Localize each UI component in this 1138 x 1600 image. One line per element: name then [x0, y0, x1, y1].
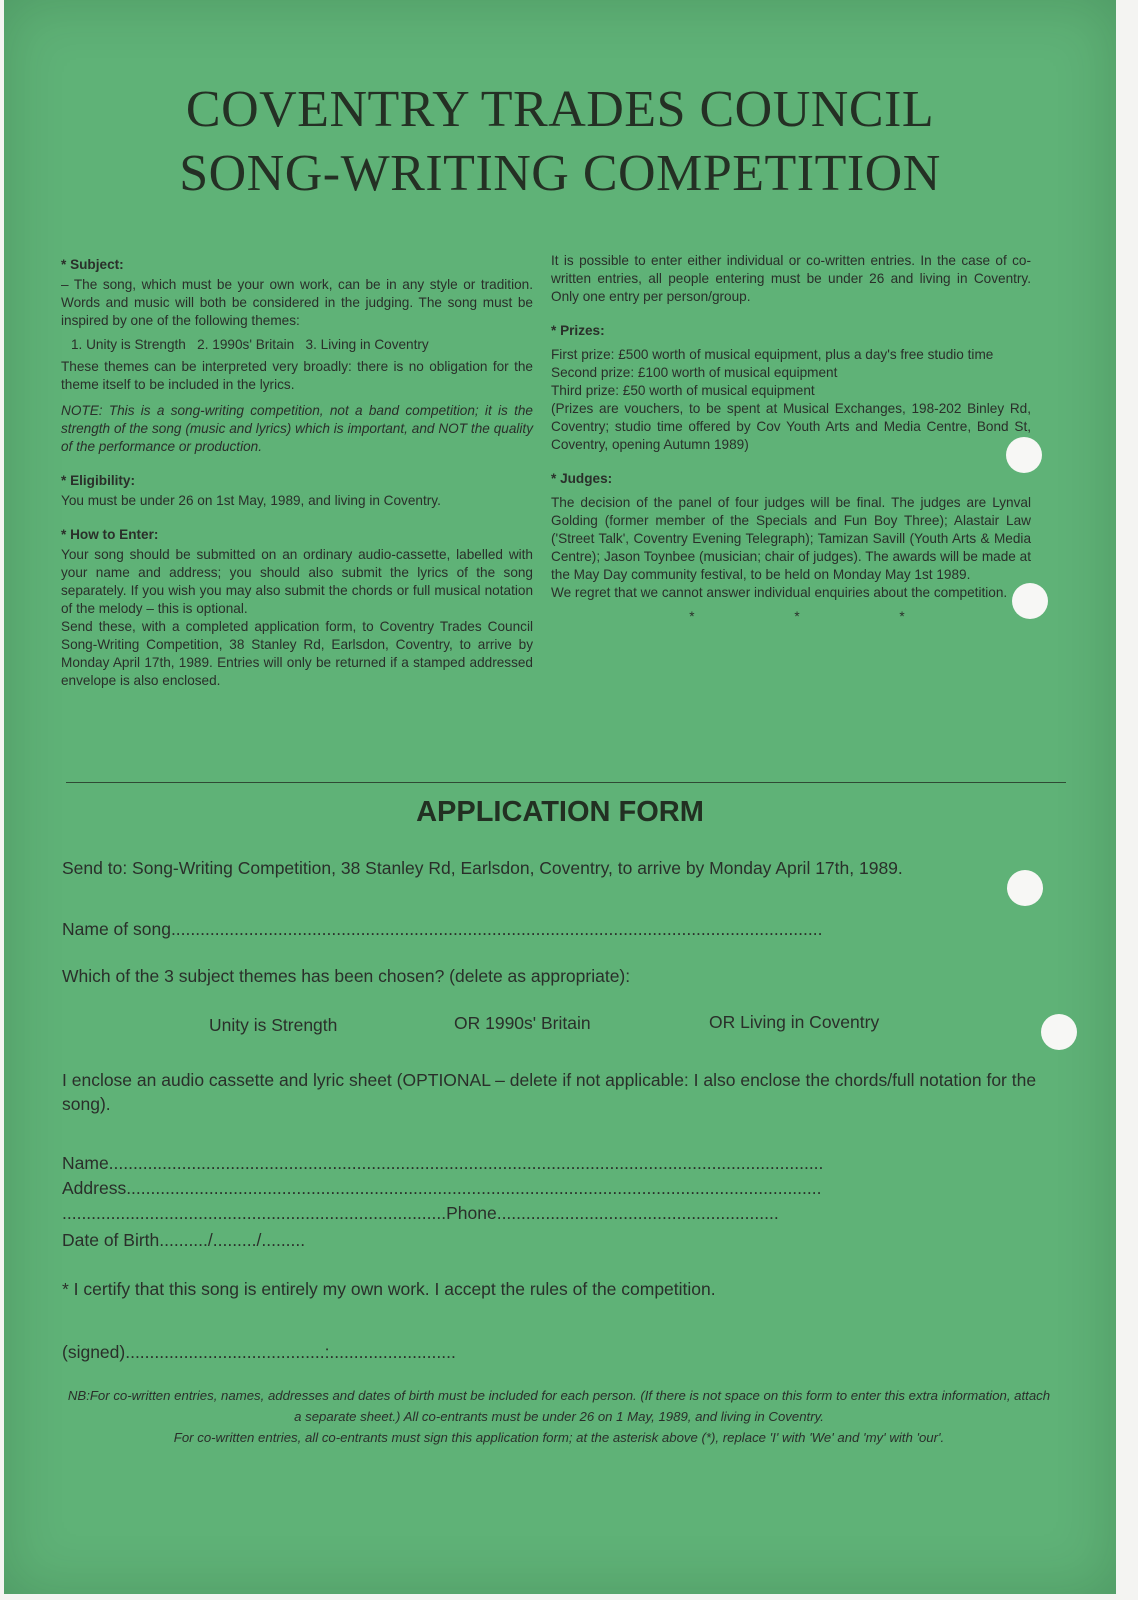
judges-text: The decision of the panel of four judges will be final. The judges are Lynval Golding (former member of the Specials and Fun Boy Three); Alastair Law ('Street Talk', Coventry Evening Telegraph); Tamizan Savill (Youth Arts & Media Centre); Jason Toynbee (musician; chair of judges). The awards will be made at the May Day community festival, to be held on Monday May 1st 1989. [551, 495, 1031, 582]
title-line-2: SONG-WRITING COMPETITION [179, 145, 941, 202]
eligibility-heading: * Eligibility: [61, 473, 136, 488]
how-to-enter-text: Your song should be submitted on an ordinary audio-cassette, labelled with your name and address; you should also submit the lyrics of the song separately. If you wish you may also submit the chords or full musical notation of the melody – this is optional. [61, 547, 533, 616]
flyer-sheet [4, 0, 1116, 1594]
co-written-text: It is possible to enter either individual or co-written entries. In the case of co-written entries, all people entering must be under 26 and living in Coventry. Only one entry per person/group. [551, 253, 1031, 304]
enquiries-text: We regret that we cannot answer individual enquiries about the competition. [551, 585, 1008, 600]
application-form-title: APPLICATION FORM [416, 796, 704, 828]
date-of-birth-field[interactable]: Date of Birth........../........./......... [62, 1230, 306, 1250]
co-written-footnote [64, 1385, 1054, 1448]
prizes-note: (Prizes are vouchers, to be spent at Musical Exchanges, 198-202 Binley Rd, Coventry; studio time offered by Cov Youth Arts and Media Centre, Bond St, Coventry, opening Autumn 1989) [551, 401, 1031, 452]
name-field[interactable]: Name................................................................................................................................................... [62, 1153, 824, 1173]
phone-field[interactable]: ...............................................................................Phone.......................................................... [62, 1203, 779, 1223]
how-to-enter-heading: * How to Enter: [61, 527, 159, 542]
theme-option-britain[interactable]: OR 1990s' Britain [454, 1013, 591, 1033]
competition-note: NOTE: This is a song-writing competition, not a band competition; it is the strength of the song (music and lyrics) which is important, and NOT the quality of the performance or production. [61, 403, 533, 454]
left-column [61, 256, 533, 690]
send-to-line: Send to: Song-Writing Competition, 38 Stanley Rd, Earlsdon, Coventry, to arrive by Monday April 17th, 1989. [62, 858, 903, 878]
address-field[interactable]: Address............................................................................................................................................... [62, 1178, 822, 1198]
themes-list: 1. Unity is Strength 2. 1990s' Britain 3. Living in Coventry [71, 337, 429, 352]
name-of-song-field[interactable]: Name of song...................................................................................................................................... [62, 919, 823, 939]
prizes-heading: * Prizes: [551, 323, 605, 338]
section-divider [66, 782, 1066, 783]
theme-option-unity[interactable]: Unity is Strength [209, 1015, 338, 1035]
eligibility-text: You must be under 26 on 1st May, 1989, and living in Coventry. [61, 493, 441, 508]
first-prize: First prize: £500 worth of musical equipment, plus a day's free studio time [551, 347, 994, 362]
subject-heading: * Subject: [61, 257, 124, 272]
right-column [551, 252, 1031, 626]
themes-interpretation: These themes can be interpreted very broadly: there is no obligation for the theme itself to be included in the lyrics. [61, 359, 533, 392]
footnote-line-1: NB:For co-written entries, names, addresses and dates of birth must be included for each person. (If there is not space on this form to enter this extra information, attach a separate sheet.) All co-entrants must be under 26 on 1 May, 1989, and living in Coventry. [67, 1388, 1051, 1424]
theme-question: Which of the 3 subject themes has been chosen? (delete as appropriate): [62, 966, 631, 986]
enclose-statement: I enclose an audio cassette and lyric sheet (OPTIONAL – delete if not applicable: I also enclose the chords/full notation for the song). [62, 1070, 1037, 1114]
punch-hole [1041, 1014, 1077, 1050]
theme-option-coventry[interactable]: OR Living in Coventry [709, 1012, 880, 1032]
page-title [4, 78, 1116, 206]
section-stars: * * * [689, 609, 953, 624]
certification-statement: * I certify that this song is entirely my own work. I accept the rules of the competition. [62, 1279, 716, 1299]
footnote-line-2: For co-written entries, all co-entrants must sign this application form; at the asterisk above (*), replace 'I' with 'We' and 'my' with 'our'. [173, 1430, 945, 1445]
subject-text: – The song, which must be your own work, can be in any style or tradition. Words and music will both be considered in the judging. The song must be inspired by one of the following themes: [61, 277, 533, 328]
signature-field[interactable]: (signed).........................................:.......................... [62, 1342, 456, 1362]
title-line-1: COVENTRY TRADES COUNCIL [185, 81, 935, 138]
judges-heading: * Judges: [551, 471, 613, 486]
second-prize: Second prize: £100 worth of musical equipment [551, 365, 838, 380]
third-prize: Third prize: £50 worth of musical equipment [551, 383, 815, 398]
how-to-enter-send: Send these, with a completed application form, to Coventry Trades Council Song-Writing Competition, 38 Stanley Rd, Earlsdon, Coventry, to arrive by Monday April 17th, 1989. Entries will only be returned if a stamped addressed envelope is also enclosed. [61, 619, 533, 688]
